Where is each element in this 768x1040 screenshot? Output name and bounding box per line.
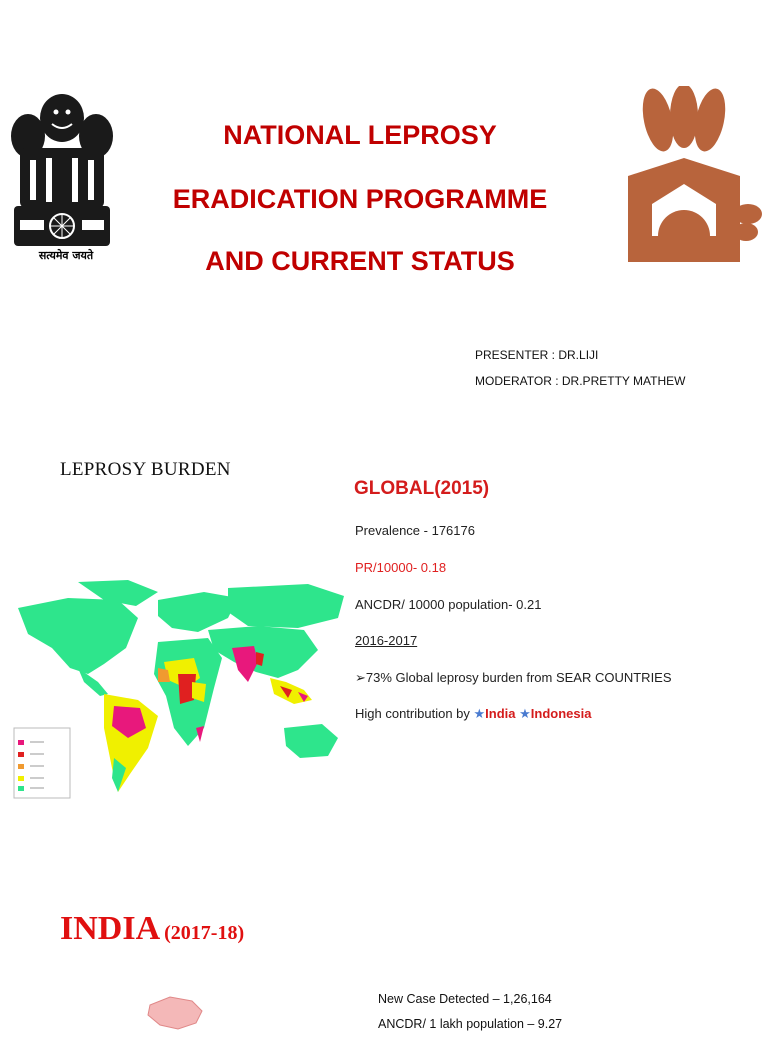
contribution-prefix: High contribution by [355,706,474,721]
pr-stat: PR/10000- 0.18 [355,560,447,575]
india-heading-years: (2017-18) [164,922,245,944]
india-ancdr-stat: ANCDR/ 1 lakh population – 9.27 [378,1017,563,1031]
ancdr-stat: ANCDR/ 10000 population- 0.21 [355,597,542,612]
country-indonesia: Indonesia [530,706,592,721]
title-line-1: NATIONAL LEPROSY [223,120,497,150]
star-icon: ★ [519,706,531,721]
star-icon: ★ [473,706,486,721]
title-line-3: AND CURRENT STATUS [205,246,515,276]
presenter-line: PRESENTER : DR.LIJI [475,348,599,362]
moderator-line: MODERATOR : DR.PRETTY MATHEW [475,374,686,388]
india-heading [60,910,244,948]
national-emblem [6,88,118,270]
title-line-2: ERADICATION PROGRAMME [172,184,548,214]
emblem-motto: सत्यमेव जयते [38,249,94,262]
sear-stat [355,670,672,686]
prevalence-stat: Prevalence - 176176 [355,523,475,538]
new-cases-stat: New Case Detected – 1,26,164 [378,992,552,1006]
world-leprosy-map [8,578,350,800]
contribution-stat [355,706,591,722]
country-india: India [485,706,516,721]
period-label: 2016-2017 [355,633,418,648]
india-map [140,995,210,1035]
global-heading: GLOBAL(2015) [354,478,490,499]
arrow-bullet-icon: ➢ [355,670,366,685]
sear-text: 73% Global leprosy burden from SEAR COUNTRIES [365,670,672,685]
india-heading-text: INDIA [60,910,161,947]
leprosy-burden-title: LEPROSY BURDEN [60,459,231,480]
nlep-logo [622,86,766,266]
